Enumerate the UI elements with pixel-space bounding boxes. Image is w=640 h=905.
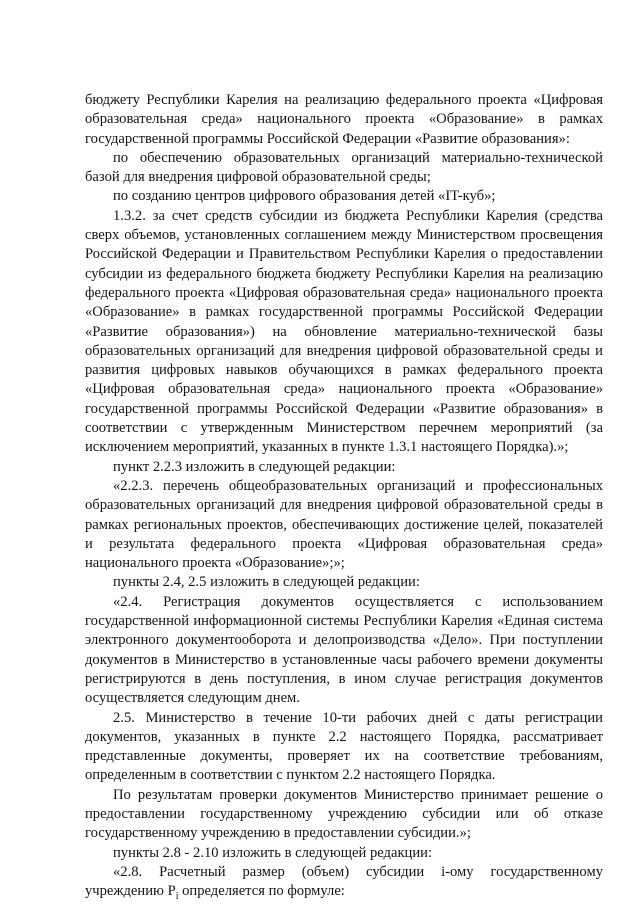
paragraph-4: 1.3.2. за счет средств субсидии из бюджета Республики Карелия (средства сверх объемов, установленных соглашением между Министерством просвещения Российской Федерации и Правительством Республики Карелия о предоставлении субсидии из федерального бюджета бюджету Республики Карелия на реализацию федерального проекта «Цифровая образовательная среда» национального проекта «Образование» в рамках государственной программы Российской Федерации «Развитие образования») на обновление материально-технической базы образовательных организаций для внедрения цифровой образовательной среды и развития цифровых навыков обучающихся в рамках федерального проекта «Цифровая образовательная среда» национального проекта «Образование» государственной программы Российской Федерации «Развитие образования» в соответствии с утвержденным Министерством перечнем мероприятий (за исключением мероприятий, указанных в пункте 1.3.1 настоящего Порядка).»; xyxy=(85,207,603,456)
paragraph-12-text: «2.8. Расчетный размер (объем) субсидии i-ому государственному учреждению P xyxy=(85,863,603,900)
document-page xyxy=(85,91,603,901)
paragraph-12 xyxy=(85,863,603,902)
paragraph-1: бюджету Республики Карелия на реализацию федерального проекта «Цифровая образовательная среда» национального проекта «Образование» в рамках государственной программы Российской Федерации «Развитие образования»: xyxy=(85,92,603,147)
paragraph-3: по созданию центров цифрового образования детей «IT-куб»; xyxy=(113,188,496,205)
paragraph-9: 2.5. Министерство в течение 10-ти рабочих дней с даты регистрации документов, указанных в пункте 2.2 настоящего Порядка, рассматривает представленные документы, проверяет их на соответствие требованиям, определенным в соответствии с пунктом 2.2 настоящего Порядка. xyxy=(85,709,603,784)
formula-variable-subscript: i xyxy=(175,891,179,903)
paragraph-5: пункт 2.2.3 изложить в следующей редакции: xyxy=(113,458,396,475)
paragraph-11: пункты 2.8 - 2.10 изложить в следующей редакции: xyxy=(113,844,433,861)
paragraph-10: По результатам проверки документов Министерство принимает решение о предоставлении государственному учреждению субсидии или об отказе государственному учреждению в предоставлении субсидии.»; xyxy=(85,786,603,842)
paragraph-12-tail: определяется по формуле: xyxy=(178,883,345,900)
paragraph-7: пункты 2.4, 2.5 изложить в следующей редакции: xyxy=(113,574,420,591)
paragraph-6: «2.2.3. перечень общеобразовательных организаций и профессиональных образовательных организаций для внедрения цифровой образовательной среды в рамках региональных проектов, обеспечивающих достижение целей, показателей и результата федерального проекта «Цифровая образовательная среда» национального проекта «Образование»;»; xyxy=(85,477,603,572)
paragraph-2: по обеспечению образовательных организаций материально-технической базой для внедрения цифровой образовательной среды; xyxy=(85,149,603,186)
paragraph-8: «2.4. Регистрация документов осуществляется с использованием государственной информационной системы Республики Карелия «Единая система электронного документооборота и делопроизводства «Дело». При поступлении документов в Министерство в установленные часы рабочего времени документы регистрируются в день поступления, в ином случае регистрация документов осуществляется следующим днем. xyxy=(85,593,603,707)
